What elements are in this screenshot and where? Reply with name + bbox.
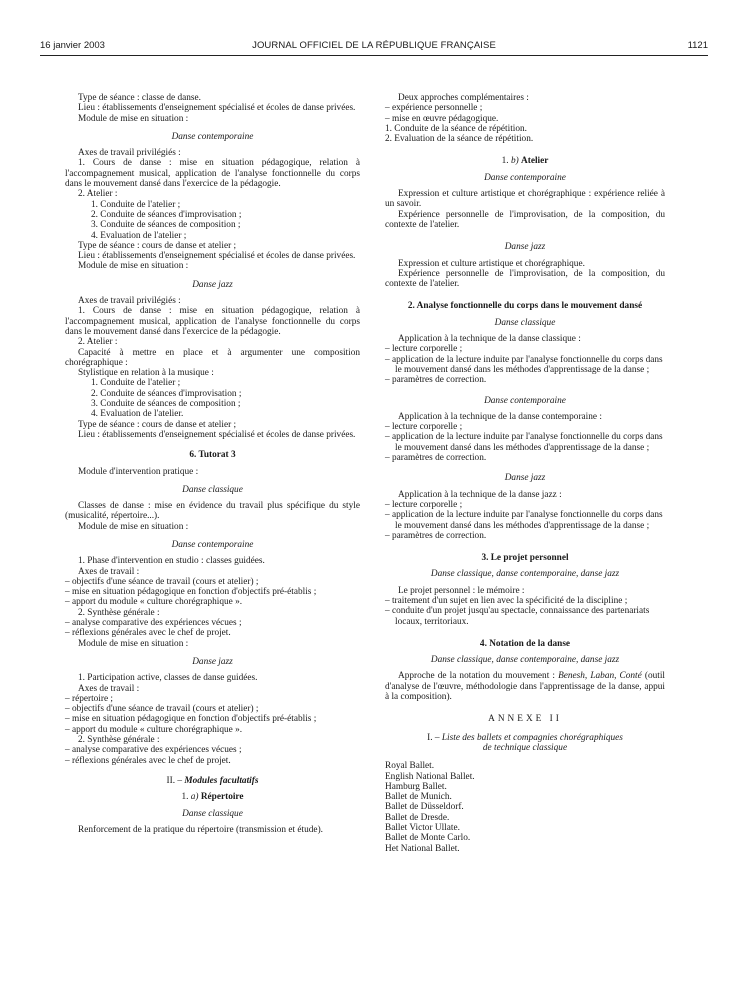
section-heading [385,553,665,563]
paragraph: Module de mise en situation : [78,638,189,649]
subheading: Danse classique [494,317,556,328]
left-column [65,93,360,835]
paragraph: Renforcement de la pratique du répertoire (transmission et étude). [78,824,323,835]
list-item: – apport du module « culture chorégraphique ». [65,724,243,735]
list-item: – objectifs d'une séance de travail (cours et atelier) ; [65,704,259,715]
list-heading-line1: Liste des ballets et compagnies chorégraphiques [441,732,623,743]
section-heading-text: 4. Notation de la danse [479,638,571,649]
list-item: – application de la lecture induite par l'analyse fonctionnelle du corps dans le mouvement dansé dans les méthodes d'apprentissage de la danse ; [385,354,663,375]
list-heading-number: I. – [427,732,440,743]
paragraph: Type de séance : cours de danse et atelier ; [78,419,237,430]
list-item: 2. Conduite de séances d'improvisation ; [91,388,242,399]
list-item: – réflexions générales avec le chef de projet. [65,628,231,639]
section-heading [65,450,360,460]
list-item: – conduite d'un projet jusqu'au spectacle, connaissance des partenariats locaux, territoriaux. [385,606,650,627]
list-item: – réflexions générales avec le chef de projet. [65,755,231,766]
annexe-heading: ANNEXE II [488,714,562,725]
subheading: Danse jazz [192,656,233,667]
list-item: 2. Evaluation de la séance de répétition. [385,134,534,145]
paragraph: Lieu : établissements d'enseignement spécialisé et écoles de danse privées. [78,251,356,262]
paragraph: Axes de travail : [78,683,140,694]
section-heading-text: 6. Tutorat 3 [189,450,236,461]
ballet-list [385,761,665,854]
paragraph: 1. Cours de danse : mise en situation pédagogique, relation à l'accompagnement musical, application de l'analyse fonctionnelle du corps dans le mouvement dansé dans l'exercice de la pédagogie. [65,158,360,190]
section-number: 1. [181,792,189,803]
section-heading-text: 2. Analyse fonctionnelle du corps dans le mouvement dansé [407,301,643,312]
list-item: Ballet de Munich. [385,792,452,803]
list-item: – mise en œuvre pédagogique. [385,113,499,124]
section-heading [65,776,360,786]
notation-detail: (outil d'analyse de l'œuvre, méthodologie dans l'apprentissage de la danse, appui à la composition). [385,671,666,703]
list-item: 4. Evaluation de l'atelier ; [91,230,187,241]
section-heading [385,156,665,166]
list-item: 1. Conduite de l'atelier ; [91,378,181,389]
section-heading-text: Modules facultatifs [184,775,259,786]
list-item: 1. Conduite de l'atelier ; [91,199,181,210]
paragraph: Application à la technique de la danse jazz : [398,489,562,500]
list-item: – lecture corporelle ; [385,422,463,433]
list-item: – objectifs d'une séance de travail (cours et atelier) ; [65,576,259,587]
list-item: – paramètres de correction. [385,375,487,386]
subheading: Danse jazz [192,279,233,290]
subheading: Danse classique, danse contemporaine, danse jazz [430,569,620,580]
section-heading-text: Répertoire [200,792,244,803]
section-sub-letter: b) [510,156,519,167]
paragraph: 2. Atelier : [78,189,118,200]
paragraph: 2. Atelier : [78,337,118,348]
section-heading [65,792,360,802]
list-item: – lecture corporelle ; [385,344,463,355]
paragraph: 1. Phase d'intervention en studio : classes guidées. [78,556,265,567]
list-item: Het National Ballet. [385,843,460,854]
paragraph: Expression et culture artistique et chorégraphique : expérience reliée à un savoir. [385,189,665,210]
paragraph: Type de séance : cours de danse et atelier ; [78,240,237,251]
list-item: – application de la lecture induite par l'analyse fonctionnelle du corps dans le mouvement dansé dans les méthodes d'apprentissage de la danse ; [385,510,663,531]
paragraph: Lieu : établissements d'enseignement spécialisé et écoles de danse privées. [78,103,356,114]
subheading: Danse contemporaine [171,539,254,550]
paragraph: Axes de travail : [78,566,140,577]
list-item: – paramètres de correction. [385,530,487,541]
list-item: 4. Evaluation de l'atelier. [91,409,184,420]
list-item: 3. Conduite de séances de composition ; [91,399,241,410]
list-item: Ballet de Monte Carlo. [385,833,471,844]
subheading: Danse classique [182,484,243,495]
list-item: Royal Ballet. [385,761,435,772]
list-heading-line2: de technique classique [482,742,568,753]
subheading: Danse contemporaine [484,172,566,183]
paragraph: Type de séance : classe de danse. [78,93,201,103]
paragraph: Module d'intervention pratique : [78,466,199,477]
subheading: Danse contemporaine [171,131,254,142]
header-rule [40,55,708,56]
section-number: 1. [501,156,509,167]
notation-intro: Approche de la notation du mouvement : [398,671,555,682]
subheading: Danse contemporaine [484,395,566,406]
list-item: – expérience personnelle ; [385,103,483,114]
list-item: – lecture corporelle ; [385,499,463,510]
paragraph: Application à la technique de la danse contemporaine : [398,411,602,422]
right-column [385,93,665,854]
list-item: – apport du module « culture chorégraphique ». [65,597,243,608]
section-heading-text: Atelier [521,156,549,167]
header-page-number: 1121 [687,40,708,51]
paragraph: 2. Synthèse générale : [78,735,160,746]
list-item: Ballet Victor Ullate. [385,823,460,834]
paragraph: Module de mise en situation : [78,113,189,124]
list-item: – paramètres de correction. [385,453,487,464]
paragraph: Le projet personnel : le mémoire : [398,585,525,596]
list-item: – mise en situation pédagogique en fonction d'objectifs pré-établis ; [65,587,317,598]
paragraph: Expérience personnelle de l'improvisation, de la composition, du contexte de l'atelier. [385,209,665,230]
list-item: – traitement d'un sujet en lien avec la spécificité de la discipline ; [385,595,628,606]
page-header [40,40,708,56]
paragraph: 1. Cours de danse : mise en situation pédagogique, relation à l'accompagnement musical, application de l'analyse fonctionnelle du corps dans le mouvement dansé dans l'exercice de la pédagogie. [65,306,360,337]
paragraph: Lieu : établissements d'enseignement spécialisé et écoles de danse privées. [78,429,356,440]
list-item: English National Ballet. [385,771,475,782]
paragraph: Capacité à mettre en place et à argumenter une composition chorégraphique : [65,347,360,368]
section-heading [385,639,665,649]
paragraph: Stylistique en relation à la musique : [78,368,214,379]
list-item: – mise en situation pédagogique en fonction d'objectifs pré-établis ; [65,714,317,725]
list-item: Ballet de Düsseldorf. [385,802,464,813]
list-heading [385,733,665,743]
list-item: – application de la lecture induite par l'analyse fonctionnelle du corps dans le mouvement dansé dans les méthodes d'apprentissage de la danse ; [385,432,663,453]
subheading: Danse classique [182,808,243,819]
list-item: 1. Conduite de la séance de répétition. [385,123,527,134]
list-item: – analyse comparative des expériences vécues ; [65,618,242,629]
paragraph: Expérience personnelle de l'improvisation, de la composition, du contexte de l'atelier. [385,268,665,290]
list-item: – répertoire ; [65,693,114,704]
subheading: Danse jazz [504,473,546,484]
list-item: 3. Conduite de séances de composition ; [91,220,241,231]
paragraph: 2. Synthèse générale : [78,607,160,618]
section-number: II. – [166,775,183,786]
paragraph: Axes de travail privilégiés : [78,148,181,159]
list-item: Ballet de Dresde. [385,812,450,823]
paragraph: Expression et culture artistique et chorégraphique. [398,258,585,269]
paragraph: Axes de travail privilégiés : [78,296,181,307]
header-date: 16 janvier 2003 [40,40,105,51]
list-item: – analyse comparative des expériences vécues ; [65,745,242,756]
paragraph [385,671,665,702]
section-sub-letter: a) [190,792,199,803]
paragraph: Module de mise en situation : [78,261,189,272]
section-heading-text: 3. Le projet personnel [481,553,569,564]
notation-systems: Benesh, Laban, Conté [558,671,642,682]
list-item: 2. Conduite de séances d'improvisation ; [91,209,242,220]
paragraph: Application à la technique de la danse classique : [398,334,581,345]
header-journal-title: JOURNAL OFFICIEL DE LA RÉPUBLIQUE FRANÇAISE [252,40,496,51]
paragraph: 1. Participation active, classes de danse guidées. [78,673,258,684]
paragraph: Module de mise en situation : [78,521,189,532]
list-item: Hamburg Ballet. [385,781,447,792]
paragraph: Classes de danse : mise en évidence du travail plus spécifique du style (musicalité, répertoire...). [65,501,360,522]
subheading: Danse classique, danse contemporaine, danse jazz [430,655,620,666]
subheading: Danse jazz [504,242,546,253]
paragraph: Deux approches complémentaires : [398,93,529,103]
section-heading [385,301,665,311]
